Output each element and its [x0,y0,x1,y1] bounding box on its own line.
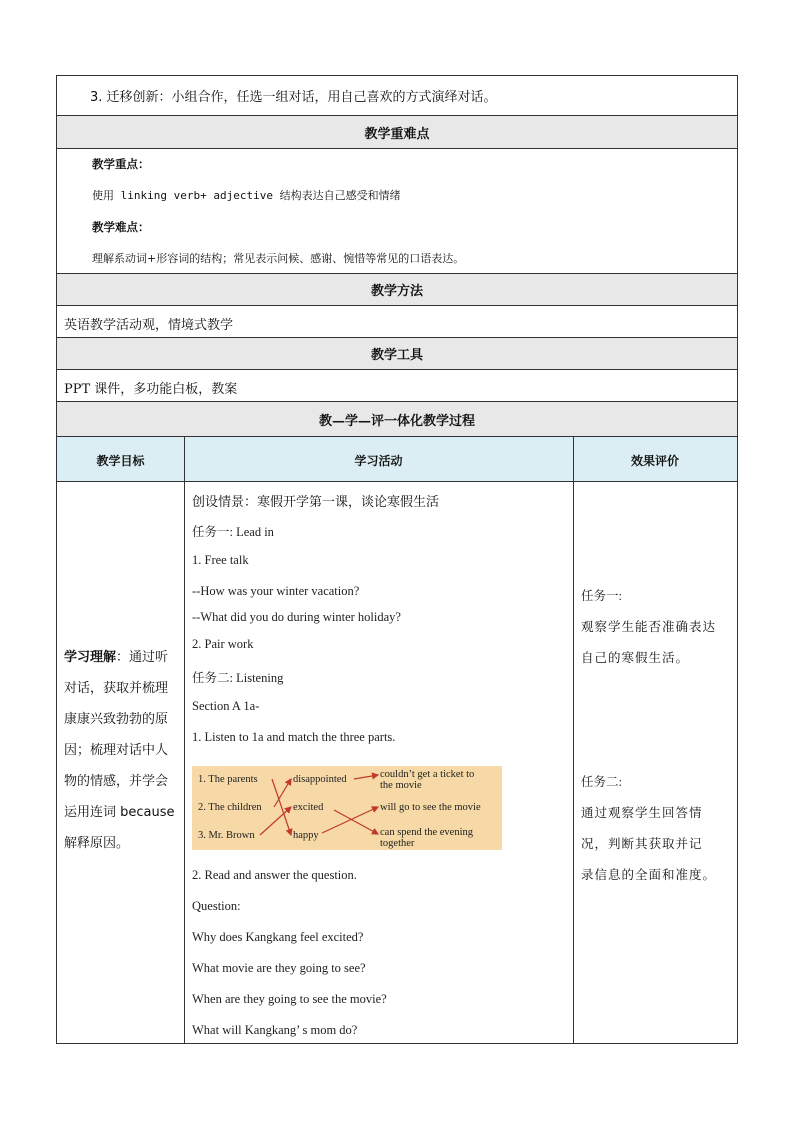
lesson-plan-table [56,75,738,1044]
eval-task1-line-2: 自己的寒假生活。 [581,650,690,665]
top-row [57,76,737,116]
objective-line-1 [64,646,168,665]
activity-line-5: --What did you do during winter holiday? [192,610,401,624]
matching-diagram [192,766,502,850]
diagram-left-3: 3. Mr. Brown [198,830,255,841]
difficulty-label: 教学难点： [92,220,150,234]
objective-line-7: 解释原因。 [64,836,130,851]
activity-line-4: --How was your winter vacation? [192,584,360,598]
arrow-excited-evening [334,810,378,834]
column-header-row [57,437,737,482]
objective-line-3: 康康兴致勃勃的原 [64,712,169,727]
activity-line-3: 1. Free talk [192,553,249,567]
innovation-step-text: 3. 迁移创新：小组合作，任选一组对话，用自己喜欢的方式演绎对话。 [90,90,497,105]
activity-after-1: 2. Read and answer the question. [192,868,357,882]
diagram-right-3b: together [380,838,415,849]
method-text: 英语教学活动观，情境式教学 [64,318,234,333]
eval-task1-label: 任务一: [581,589,622,603]
objective-line-5: 物的情感，并学会 [64,774,169,789]
activity-line-6: 2. Pair work [192,637,254,651]
diagram-right-2: will go to see the movie [380,802,481,813]
key-points-header [57,116,737,149]
column-header-evaluation: 效果评价 [630,454,679,468]
diagram-middle-3: happy [293,830,319,841]
diagram-right-3a: can spend the evening [380,827,474,838]
focus-text: 使用 linking verb+ adjective 结构表达自己感受和情绪 [92,189,401,202]
activity-after-4: What movie are they going to see? [192,961,366,975]
objective-line-1-text: ：通过听 [116,650,169,665]
activity-line-1: 创设情景：寒假开学第一课，谈论寒假生活 [192,495,440,510]
method-header [57,274,737,306]
process-header [57,402,737,437]
activity-after-2: Question: [192,899,241,913]
objective-line-4: 因；梳理对话中人 [64,743,169,758]
diagram-left-1: 1. The parents [198,774,258,785]
tools-title: 教学工具 [370,348,423,363]
eval-task1-line-1: 观察学生能否准确表达 [581,619,717,634]
objective-line-2: 对话，获取并梳理 [64,681,169,696]
column-header-activities: 学习活动 [354,454,403,468]
tools-text: PPT 课件，多功能白板，教案 [64,382,238,397]
activity-line-9: 1. Listen to 1a and match the three parts. [192,730,396,744]
activity-line-7: 任务二: Listening [192,671,284,685]
method-title: 教学方法 [370,284,423,299]
objective-line-6: 运用连词 because [64,805,175,820]
arrow-parents-happy [272,779,291,835]
key-points-title: 教学重难点 [364,126,430,142]
eval-task2-label: 任务二: [581,775,622,789]
diagram-middle-1: disappointed [293,774,347,785]
objective-label: 学习理解 [64,650,117,665]
method-body [57,306,737,338]
column-header-objective: 教学目标 [96,454,145,468]
eval-task2-line-3: 录信息的全面和准度。 [581,867,717,882]
activity-after-3: Why does Kangkang feel excited? [192,930,364,944]
eval-task2-line-2: 况，判断其获取并记 [581,836,703,851]
diagram-right-1b: the movie [380,780,422,791]
activity-after-5: When are they going to see the movie? [192,992,387,1006]
matching-arrows [192,766,502,850]
diagram-left-2: 2. The children [198,802,262,813]
activity-after-6: What will Kangkang’ s mom do? [192,1023,358,1037]
diagram-right-1a: couldn’t get a ticket to [380,769,475,780]
eval-task2-line-1: 通过观察学生回答情 [581,805,703,820]
arrow-disappointed-ticket [354,775,378,779]
key-points-body [57,149,737,274]
difficulty-text: 理解系动词+形容词的结构；常见表示问候、感谢、惋惜等常见的口语表达。 [92,252,465,265]
process-body-row [57,482,737,1043]
diagram-middle-2: excited [293,802,324,813]
tools-header [57,338,737,370]
process-title: 教—学—评一体化教学过程 [318,413,475,429]
tools-body [57,370,737,402]
focus-label: 教学重点： [92,157,150,171]
activity-line-2: 任务一: Lead in [192,525,274,539]
activity-line-8: Section A 1a- [192,699,260,713]
